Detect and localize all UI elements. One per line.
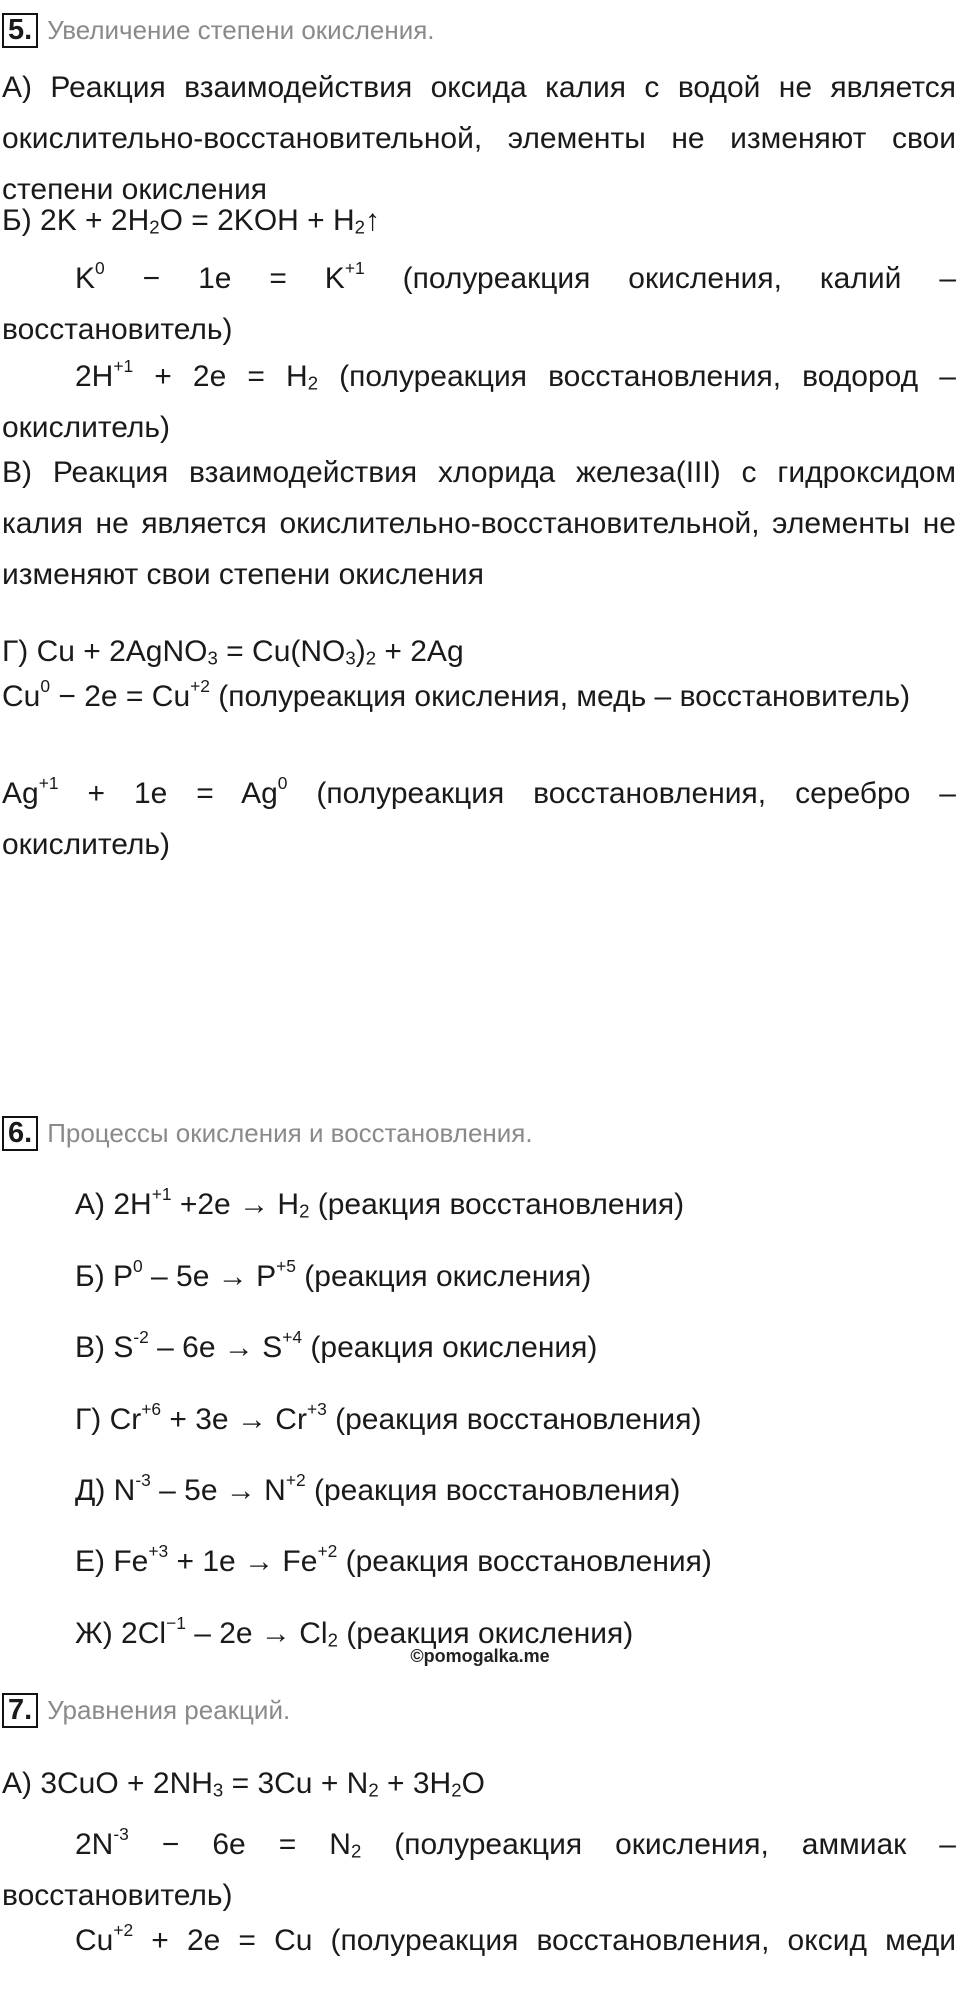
s7-a-reduction: $Cu^{+2} + 2e = Cu$ (полуреакция восстановления, оксид меди xyxy=(75,1920,956,1957)
s7-a-equation: А) $3CuO + 2NH_3 = 3Cu + N_2 + 3H_2O$ xyxy=(2,1767,485,1801)
section-number: 7. xyxy=(2,1693,38,1728)
s6-item-e: Е) $Fe^{+3} + 1e \to Fe^{+2}$ (реакция восстановления) xyxy=(75,1541,712,1578)
s6-item-g: Г) $Cr^{+6} + 3e \to Cr^{+3}$ (реакция восстановления) xyxy=(75,1399,702,1436)
section-title: Уравнения реакций. xyxy=(47,1694,291,1725)
section-5-header xyxy=(2,10,435,50)
s5-b-reduction: $2H^{+1} + 2e = H_2$ (полуреакция восстановления, водород – окислитель) xyxy=(2,356,956,444)
section-7-header xyxy=(2,1690,290,1730)
s5-a-paragraph: А) Реакция взаимодействия оксида калия с водой не является окислительно-восстановительной, элементы не изменяют свои степени окисления xyxy=(2,71,956,206)
s5-g-reduction: $Ag^{+1} + 1e = Ag^0$ (полуреакция восстановления, серебро – окислитель) xyxy=(2,773,956,861)
section-number: 6. xyxy=(2,1116,38,1151)
s7-a-oxidation: $2N^{-3} - 6e = N_2$ (полуреакция окисления, аммиак – восстановитель) xyxy=(2,1824,956,1912)
watermark: ©pomogalka.me xyxy=(410,1646,550,1666)
s6-item-b: Б) $P^0 - 5e \to P^{+5}$ (реакция окисления) xyxy=(75,1256,592,1293)
section-title: Процессы окисления и восстановления. xyxy=(47,1117,533,1148)
s5-v-paragraph: В) Реакция взаимодействия хлорида железа(III) с гидроксидом калия не является окислительно-восстановительной, элементы не изменяют свои степени окисления xyxy=(2,456,956,591)
section-number: 5. xyxy=(2,13,38,48)
section-6-header xyxy=(2,1113,533,1153)
s6-item-d: Д) $N^{-3} - 5e \to N^{+2}$ (реакция восстановления) xyxy=(75,1470,681,1507)
s6-item-v: В) $S^{-2} - 6e \to S^{+4}$ (реакция окисления) xyxy=(75,1327,598,1364)
s5-b-oxidation: $K^0 - 1e = K^{+1}$ (полуреакция окисления, калий – восстановитель) xyxy=(2,258,956,346)
s5-g-equation: Г) Cu + 2AgNO$_3$ = $Cu(NO_3)_2 + 2Ag$ xyxy=(2,635,464,669)
section-title: Увеличение степени окисления. xyxy=(47,14,435,45)
s5-g-oxidation: $Cu^0 - 2e = Cu^{+2}$ (полуреакция окисления, медь – восстановитель) xyxy=(2,676,911,713)
s5-b-equation: Б) $2K + 2H_2O = 2KOH$ + $H_2↑$ xyxy=(2,204,381,238)
s6-item-a: А) $2H^{+1} +2e \to H_2$ (реакция восстановления) xyxy=(75,1184,685,1222)
s6-item-zh: Ж) $2Cl^{-1} - 2e \to Cl_2$ (реакция окисления) xyxy=(75,1613,634,1651)
